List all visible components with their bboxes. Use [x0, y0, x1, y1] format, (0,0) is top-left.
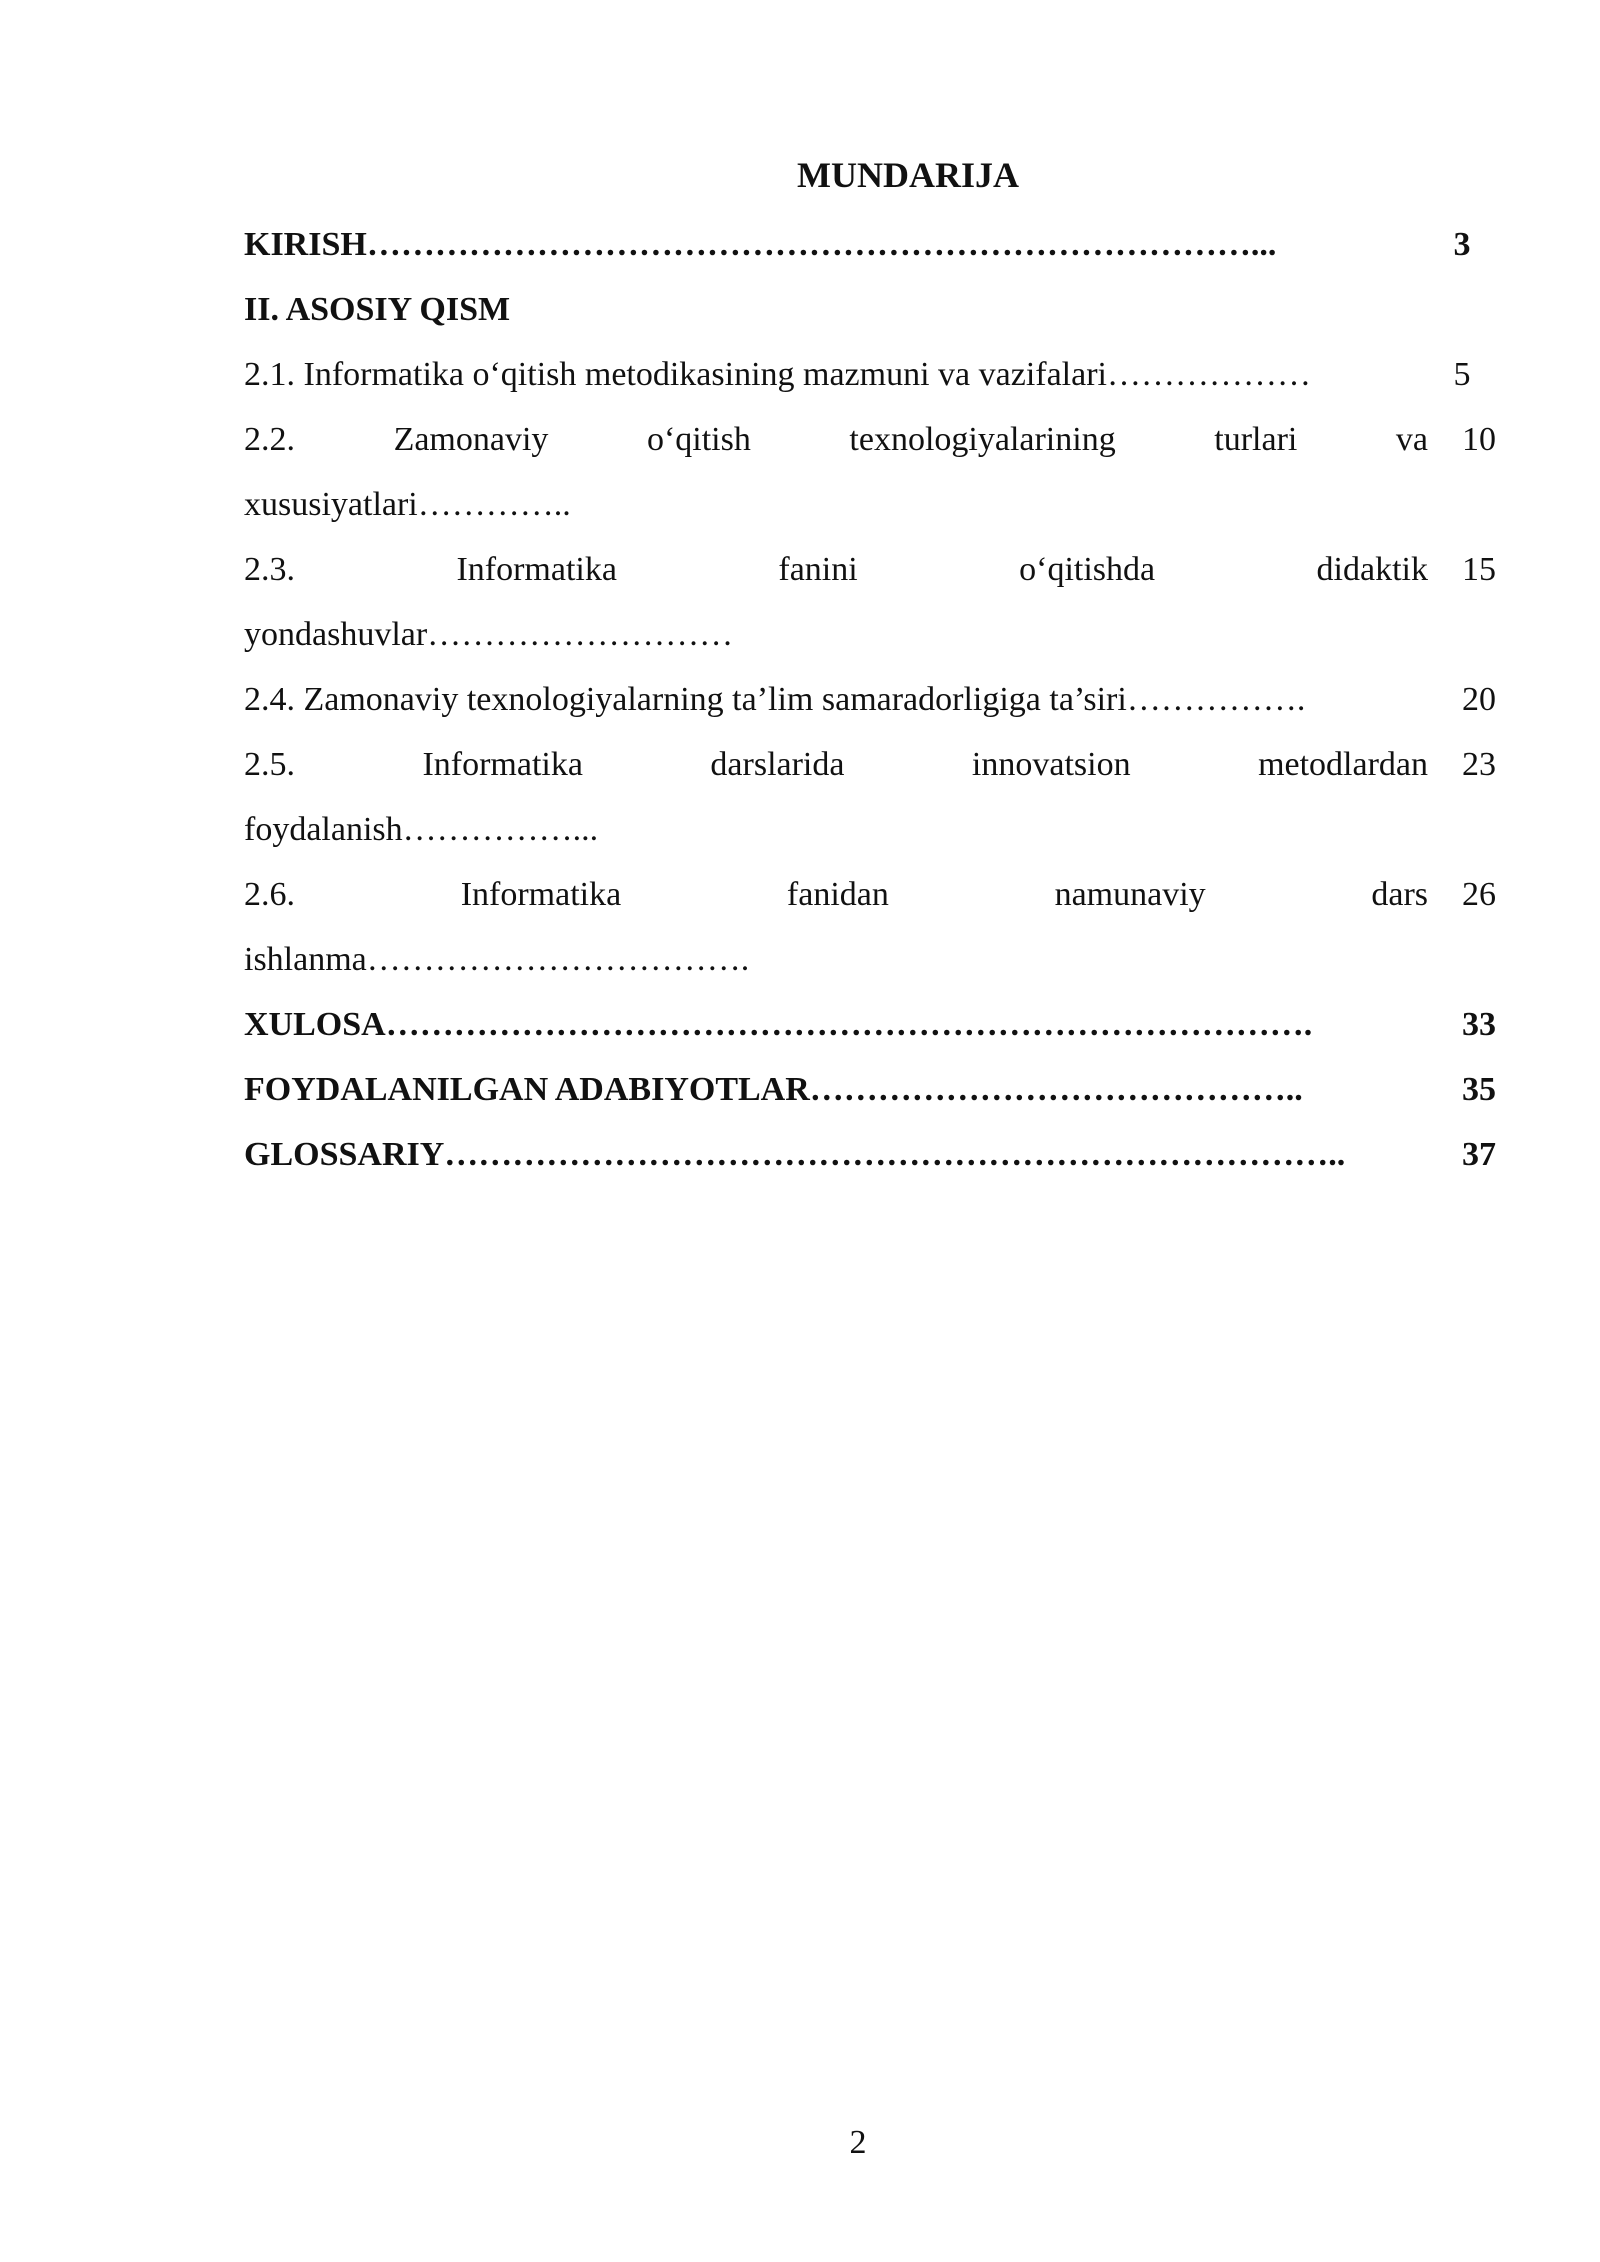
toc-entry-xulosa — [244, 992, 1496, 1057]
toc-entry-continuation: yondashuvlar……………………… — [244, 616, 734, 653]
toc-entry-page: 37 — [1462, 1136, 1496, 1173]
toc-entry-label: II. ASOSIY QISM — [244, 291, 511, 328]
toc-entry-label: 2.1. Informatika o‘qitish metodikasining mazmuni va vazifalari……………… — [244, 356, 1311, 393]
toc-entry-continuation: xususiyatlari………….. — [244, 486, 571, 523]
toc-entry-label: GLOSSARIY…………………………………………………………………….. — [244, 1136, 1346, 1173]
toc-entry-page: 15 — [1462, 551, 1496, 588]
toc-title: MUNDARIJA — [797, 155, 1019, 195]
page-number: 2 — [849, 2124, 867, 2161]
toc-entry-adabiyotlar — [244, 1057, 1496, 1122]
toc-entry-kirish — [244, 212, 1496, 277]
toc-entry-page: 3 — [1453, 226, 1471, 263]
toc-entry-page: 20 — [1462, 681, 1496, 718]
toc-entry-label: FOYDALANILGAN ADABIYOTLAR…………………………………….. — [244, 1071, 1303, 1108]
toc-entry-label: 2.5. Informatika darslarida innovatsion metodlardan — [244, 746, 1428, 783]
toc-entry-label: KIRISH……………………………………………………………………... — [244, 226, 1277, 263]
toc-entry-page: 10 — [1462, 421, 1496, 458]
toc-entry-label: 2.4. Zamonaviy texnologiyalarning ta’lim samaradorligiga ta’siri……………. — [244, 681, 1306, 718]
toc-entry-2-5 — [244, 732, 1496, 797]
toc-entry-2-1 — [244, 342, 1496, 407]
toc-entry-asosiy-qism — [244, 277, 1496, 342]
toc-entry-2-4 — [244, 667, 1496, 732]
toc-entry-continuation: ishlanma……………………………. — [244, 941, 750, 978]
toc-entry-2-6 — [244, 862, 1496, 927]
toc-entry-label: 2.3. Informatika fanini o‘qitishda didaktik — [244, 551, 1428, 588]
toc-entry-label: 2.2. Zamonaviy o‘qitish texnologiyalarining turlari va — [244, 421, 1428, 458]
toc-entry-page: 33 — [1462, 1006, 1496, 1043]
toc-entry-label: XULOSA………………………………………………………………………. — [244, 1006, 1313, 1043]
toc-entry-page: 35 — [1462, 1071, 1496, 1108]
table-of-contents — [244, 212, 1496, 1187]
toc-entry-continuation: foydalanish……………... — [244, 811, 599, 848]
toc-entry-page: 26 — [1462, 876, 1496, 913]
toc-entry-page: 5 — [1453, 356, 1471, 393]
toc-entry-page: 23 — [1462, 746, 1496, 783]
toc-entry-label: 2.6. Informatika fanidan namunaviy dars — [244, 876, 1428, 913]
toc-entry-2-2 — [244, 407, 1496, 472]
toc-entry-glossariy — [244, 1122, 1496, 1187]
toc-entry-2-3 — [244, 537, 1496, 602]
